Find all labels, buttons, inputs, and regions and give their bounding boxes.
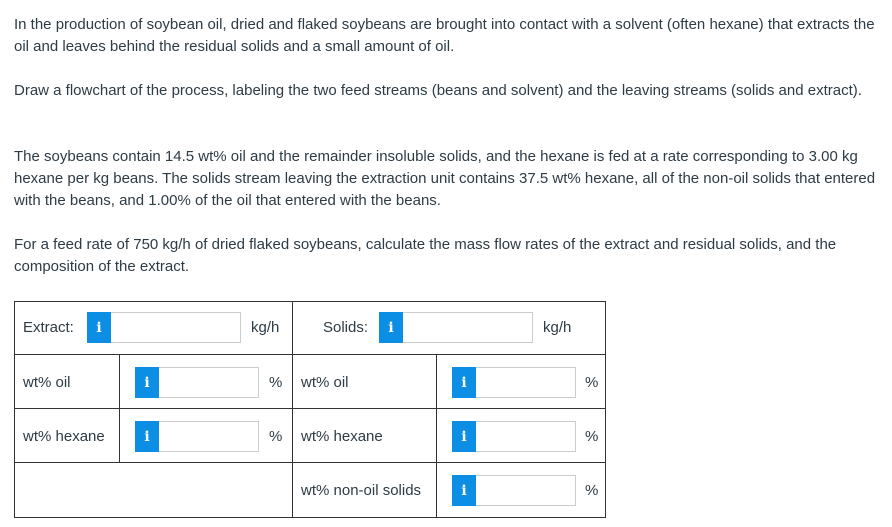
- problem-given-data: The soybeans contain 14.5 wt% oil and the remainder insoluble solids, and the hexane is fed at a rate corresponding to 3.00 kg hexane per kg beans. The solids stream leaving the extraction unit contains 37.5 wt% hexane, all of the non-oil solids that entered with the beans, and 1.00% of the oil that entered with the beans.: [14, 148, 876, 209]
- extract-oil-info-icon[interactable]: i: [135, 367, 159, 398]
- extract-hexane-unit: %: [269, 428, 283, 445]
- solids-hexane-info-icon[interactable]: i: [452, 421, 476, 452]
- extract-oil-input[interactable]: [159, 367, 259, 398]
- solids-unit: kg/h: [543, 319, 572, 336]
- solids-hexane-unit: %: [585, 428, 599, 445]
- solids-oil-info-icon[interactable]: i: [452, 367, 476, 398]
- problem-intro: In the production of soybean oil, dried and flaked soybeans are brought into contact with a solvent (often hexane) that extracts the oil and leaves behind the residual solids and a small amount of oil.: [14, 16, 875, 55]
- extract-hexane-input[interactable]: [159, 421, 259, 452]
- extract-hexane-info-icon[interactable]: i: [135, 421, 159, 452]
- solids-hexane-label: wt% hexane: [301, 428, 383, 445]
- solids-nonoil-label: wt% non-oil solids: [301, 482, 422, 499]
- extract-oil-unit: %: [269, 374, 283, 391]
- solids-oil-unit: %: [585, 374, 599, 391]
- extract-oil-label: wt% oil: [23, 374, 71, 391]
- solids-flow-input[interactable]: [403, 312, 533, 343]
- solids-nonoil-info-icon[interactable]: i: [452, 475, 476, 506]
- problem-flowchart-instruction: Draw a flowchart of the process, labeling the two feed streams (beans and solvent) and the leaving streams (solids and extract).: [14, 82, 862, 99]
- problem-question: For a feed rate of 750 kg/h of dried flaked soybeans, calculate the mass flow rates of the extract and residual solids, and the composition of the extract.: [14, 236, 837, 275]
- extract-flow-input[interactable]: [111, 312, 241, 343]
- extract-info-icon[interactable]: i: [87, 312, 111, 343]
- extract-unit: kg/h: [251, 319, 280, 336]
- solids-oil-input[interactable]: [476, 367, 576, 398]
- extract-label: Extract:: [23, 319, 74, 336]
- solids-nonoil-input[interactable]: [476, 475, 576, 506]
- solids-hexane-input[interactable]: [476, 421, 576, 452]
- solids-info-icon[interactable]: i: [379, 312, 403, 343]
- solids-nonoil-unit: %: [585, 482, 599, 499]
- answer-table: [14, 301, 606, 518]
- extract-hexane-label: wt% hexane: [23, 428, 105, 445]
- solids-oil-label: wt% oil: [301, 374, 349, 391]
- solids-label: Solids:: [323, 319, 369, 336]
